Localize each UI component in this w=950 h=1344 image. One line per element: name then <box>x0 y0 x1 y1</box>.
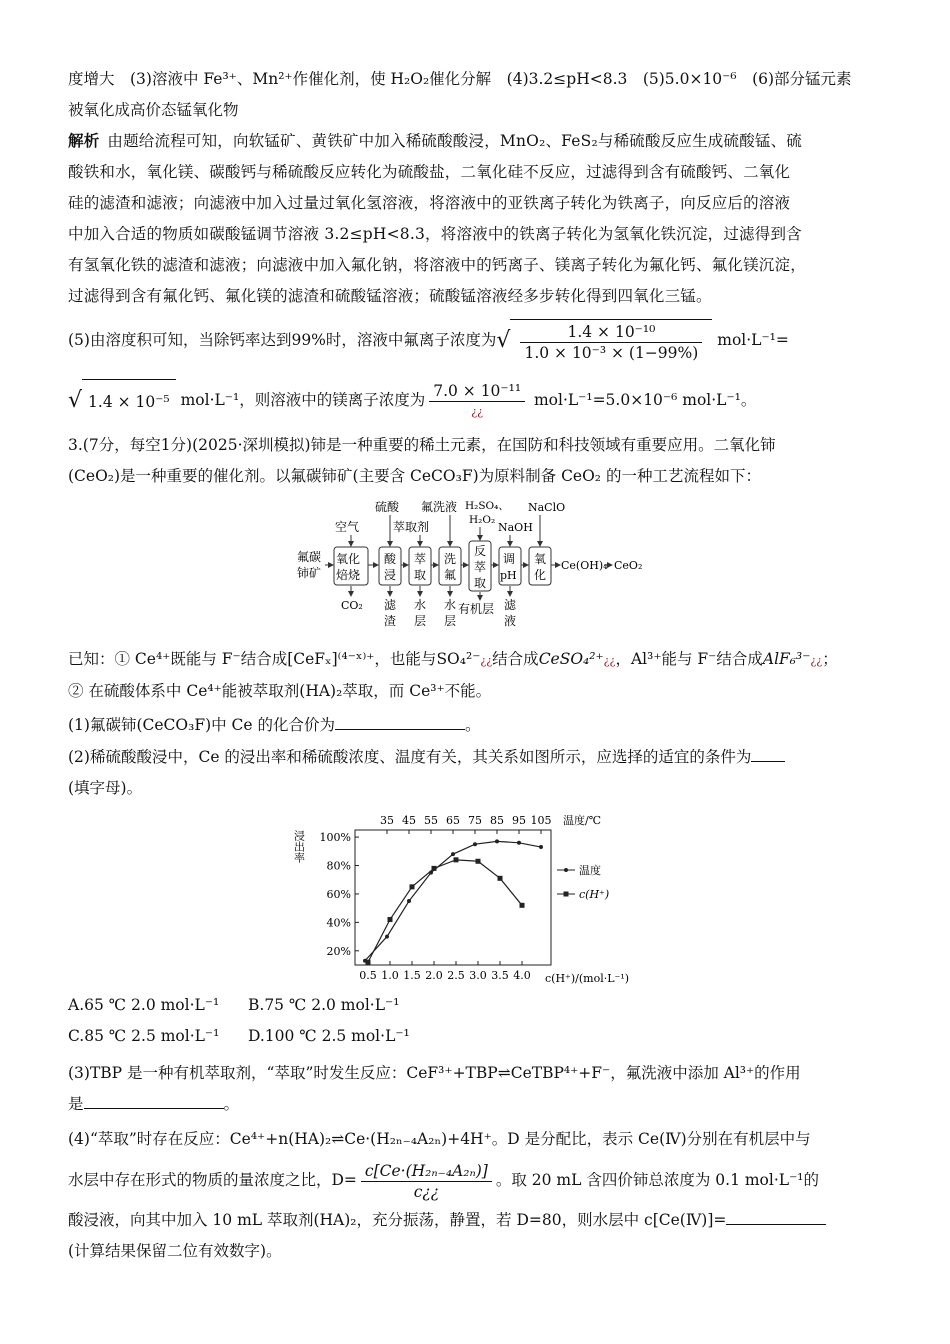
flow-input-label: 硫酸 <box>375 500 400 514</box>
analysis-label: 解析 <box>68 132 100 150</box>
y-tick-label: 40% <box>326 916 351 930</box>
bottom-tick-label: 0.5 <box>359 969 377 982</box>
flow-step-label: 萃 <box>474 560 487 574</box>
p5b-mid: mol·L⁻¹，则溶液中的镁离子浓度为 <box>180 391 426 409</box>
data-point <box>388 917 393 922</box>
flow-input-label: 空气 <box>335 520 360 534</box>
flow-step-label: 浸 <box>384 568 397 582</box>
y-tick-label: 100% <box>319 831 351 845</box>
flow-input-label: H₂O₂ <box>469 514 496 526</box>
d-denominator: c¿¿ <box>413 1182 440 1201</box>
data-point <box>498 876 503 881</box>
sqrt-icon: √ <box>68 388 83 413</box>
flow-output-label: 层 <box>444 614 457 628</box>
flow-input-label: H₂SO₄、 <box>465 500 509 512</box>
data-point <box>432 866 437 871</box>
flow-step-label: 取 <box>474 576 487 590</box>
analysis-line: 酸铁和水，氧化镁、碳酸钙与稀硫酸反应转化为硫酸盐，二氧化硅不反应，过滤得到含有硫酸钙、二氧化 <box>68 163 791 181</box>
so4-formula: SO₄²⁻ <box>436 650 481 668</box>
answer-line-2: 被氧化成高价态锰氧化物 <box>68 101 239 119</box>
answer-line-1: 度增大 (3)溶液中 Fe³⁺、Mn²⁺作催化剂，使 H₂O₂催化分解 (4)3.2≤pH<8.3 (5)5.0×10⁻⁶ (6)部分锰元素 <box>68 70 852 88</box>
flow-product-1: Ce(OH)₄ <box>561 559 608 572</box>
top-tick-label: 65 <box>446 814 460 827</box>
flow-step-label: 氧 <box>534 552 547 566</box>
sub1-text: (1)氟碳铈(CeCO₃F)中 Ce 的化合价为 <box>68 716 336 734</box>
chart-legend <box>557 863 609 901</box>
p5-fraction <box>520 322 702 363</box>
sub4-line-2a: 水层中存在形式的物质的量浓度之比，D= <box>68 1171 357 1189</box>
option-d[interactable]: D.100 ℃ 2.5 mol·L⁻¹ <box>248 1027 410 1045</box>
y-tick-label: 20% <box>326 944 351 958</box>
d-fraction <box>361 1161 492 1202</box>
option-b[interactable]: B.75 ℃ 2.0 mol·L⁻¹ <box>248 996 400 1014</box>
data-point <box>366 960 371 965</box>
chart-y-label: 浸出率 <box>292 830 306 863</box>
sub4-line-2b: 。取 20 mL 含四价铈总浓度为 0.1 mol·L⁻¹的 <box>495 1171 819 1189</box>
known-1b: 结合成 <box>492 650 539 668</box>
p5-prefix: (5)由溶度积可知，当除钙率达到99%时，溶液中氟离子浓度为 <box>68 331 497 349</box>
series-line-acid-concentration <box>368 860 522 962</box>
flow-output-label: 液 <box>504 614 517 628</box>
flow-output-label: CO₂ <box>341 599 363 612</box>
p5b-numerator: 7.0 × 10⁻¹¹ <box>429 381 525 402</box>
flow-product-2: CeO₂ <box>614 559 643 572</box>
bottom-tick-label: 3.5 <box>491 969 509 982</box>
flow-step-label: 洗 <box>444 552 457 566</box>
sub2-line-2: (填字母)。 <box>68 779 143 797</box>
flow-raw-label: 氟碳 <box>297 550 322 564</box>
flow-step-label: 焙烧 <box>336 568 361 582</box>
flow-step-label: 萃 <box>414 552 427 566</box>
data-point <box>517 841 521 845</box>
top-tick-label: 55 <box>424 814 438 827</box>
option-a[interactable]: A.65 ℃ 2.0 mol·L⁻¹ <box>68 996 220 1014</box>
flow-step-label: 氧化 <box>336 552 361 566</box>
sub4-line-3: 酸浸液，向其中加入 10 mL 萃取剂(HA)₂，充分振荡，静置，若 D=80，则水层中 c[Ce(Ⅳ)]= <box>68 1211 727 1229</box>
top-tick-label: 35 <box>380 814 394 827</box>
top-tick-label: 105 <box>530 814 552 827</box>
p5-numerator: 1.4 × 10⁻¹⁰ <box>520 322 702 343</box>
p5b-fraction <box>429 381 525 422</box>
data-point <box>451 852 455 856</box>
flow-output-label: 渣 <box>384 614 397 628</box>
legend-label: c(H⁺) <box>579 888 610 901</box>
p5b-end: mol·L⁻¹=5.0×10⁻⁶ mol·L⁻¹。 <box>533 391 757 409</box>
garbled-glyph: ¿¿ <box>603 654 616 667</box>
answer-blank[interactable] <box>84 1090 224 1109</box>
p5-unit: mol·L⁻¹= <box>717 331 789 349</box>
known-conditions <box>68 644 883 707</box>
analysis-line: 中加入合适的物质如碳酸锰调节溶液 3.2≤pH<8.3，将溶液中的铁离子转化为氢氧化铁沉淀，过滤得到含 <box>68 225 802 243</box>
flow-input-label: NaClO <box>528 501 566 514</box>
answer-tail <box>68 64 883 126</box>
bottom-tick-label: 1.0 <box>381 969 399 982</box>
sub3-line-2b: 。 <box>223 1095 240 1113</box>
sub-question-1 <box>68 710 883 741</box>
y-tick-label: 60% <box>326 887 351 901</box>
known-1c: ，Al³⁺能与 F⁻结合成 <box>615 650 763 668</box>
data-point <box>385 935 389 939</box>
process-flow-diagram <box>295 497 665 637</box>
known-1a: 已知：① Ce⁴⁺既能与 F⁻结合成[CeFₓ]⁽⁴⁻ˣ⁾⁺，也能与 <box>68 650 437 668</box>
sqrt-icon: √ <box>496 328 511 353</box>
q3-stem <box>68 430 883 492</box>
chart-top-axis-label: 温度/℃ <box>563 814 602 827</box>
flow-input-label: NaOH <box>498 521 533 534</box>
analysis-p5 <box>68 318 883 364</box>
legend-label: 温度 <box>579 864 601 877</box>
sub3-line-1: (3)TBP 是一种有机萃取剂，“萃取”时发生反应：CeF³⁺+TBP⇌CeTBP⁴⁺+F⁻，氟洗液中添加 Al³⁺的作用 <box>68 1064 801 1082</box>
y-tick-label: 80% <box>326 859 351 873</box>
data-point <box>407 899 411 903</box>
flow-output-label: 滤 <box>384 598 397 612</box>
options <box>68 990 883 1052</box>
p5-denominator: 1.0 × 10⁻³ × (1−99%) <box>524 344 699 362</box>
q3-stem-line-1: 3.(7分，每空1分)(2025·深圳模拟)铈是一种重要的稀土元素，在国防和科技领域有重要应用。二氧化铈 <box>68 436 776 454</box>
sub3-line-2a: 是 <box>68 1095 84 1113</box>
flow-step-label: 调 <box>503 552 516 566</box>
chart-bottom-axis-label: c(H⁺)/(mol·L⁻¹) <box>545 972 630 985</box>
bottom-tick-label: 4.0 <box>513 969 531 982</box>
sub4-line-4: (计算结果保留二位有效数字)。 <box>68 1242 282 1260</box>
sub-question-4 <box>68 1124 883 1267</box>
garbled-glyph: ¿¿ <box>480 654 493 667</box>
option-c[interactable]: C.85 ℃ 2.5 mol·L⁻¹ <box>68 1027 220 1045</box>
flow-step-label: 反 <box>474 544 487 558</box>
data-point <box>476 859 481 864</box>
known-1-end: ； <box>822 650 838 668</box>
garbled-glyph: ¿¿ <box>810 654 823 667</box>
sub4-line-1: (4)“萃取”时存在反应：Ce⁴⁺+n(HA)₂⇌Ce·(H₂ₙ₋₄A₂ₙ)+4H⁺。D 是分配比，表示 Ce(Ⅳ)分别在有机层中与 <box>68 1130 811 1148</box>
flow-input-label: 氟洗液 <box>421 500 458 514</box>
flow-step-label: 取 <box>414 568 427 582</box>
answer-blank[interactable] <box>751 743 785 762</box>
analysis-line: 由题给流程可知，向软锰矿、黄铁矿中加入稀硫酸酸浸，MnO₂、FeS₂与稀硫酸反应生成硫酸锰、硫 <box>107 132 802 150</box>
data-point <box>410 884 415 889</box>
top-tick-label: 85 <box>490 814 504 827</box>
flow-step-label: 酸 <box>384 552 397 566</box>
sub1-end: 。 <box>465 716 481 734</box>
bottom-tick-label: 3.0 <box>469 969 487 982</box>
data-point <box>495 839 499 843</box>
alf6-formula: AlF₆³⁻ <box>762 650 811 668</box>
p5b-root: 1.4 × 10⁻⁵ <box>82 379 176 424</box>
bottom-tick-label: 1.5 <box>403 969 421 982</box>
analysis <box>68 126 883 312</box>
data-point <box>454 857 459 862</box>
flow-output-label: 滤 <box>504 598 517 612</box>
sub2-line-1: (2)稀硫酸酸浸中，Ce 的浸出率和稀硫酸浓度、温度有关，其关系如图所示，应选择的适宜的条件为 <box>68 748 752 766</box>
flow-output-label: 有机层 <box>458 602 495 616</box>
analysis-line: 有氢氧化铁的滤渣和滤液；向滤液中加入氟化钠，将溶液中的钙离子、镁离子转化为氟化钙、氟化镁沉淀， <box>68 256 806 274</box>
analysis-line: 硅的滤渣和滤液；向滤液中加入过量过氧化氢溶液，将溶液中的亚铁离子转化为铁离子，向反应后的溶液 <box>68 194 791 212</box>
answer-blank[interactable] <box>335 711 465 730</box>
bottom-tick-label: 2.0 <box>425 969 443 982</box>
data-point <box>473 842 477 846</box>
known-2: ② 在硫酸体系中 Ce⁴⁺能被萃取剂(HA)₂萃取，而 Ce³⁺不能。 <box>68 682 492 700</box>
data-point <box>539 845 543 849</box>
flow-raw-label: 铈矿 <box>297 566 322 580</box>
chart-frame <box>355 830 551 965</box>
sub-question-3 <box>68 1058 883 1120</box>
q3-stem-line-2: (CeO₂)是一种重要的催化剂。以氟碳铈矿(主要含 CeCO₃F)为原料制备 CeO₂ 的一种工艺流程如下： <box>68 467 761 485</box>
flow-output-label: 层 <box>414 614 427 628</box>
analysis-line: 过滤得到含有氟化钙、氟化镁的滤渣和硫酸锰溶液；硫酸锰溶液经多步转化得到四氧化三锰。 <box>68 287 712 305</box>
data-point <box>520 903 525 908</box>
p5b-denominator: ¿¿ <box>471 404 484 418</box>
top-tick-label: 95 <box>512 814 526 827</box>
flow-input-label: 萃取剂 <box>393 520 430 534</box>
flow-step-label: 氟 <box>444 568 457 582</box>
answer-blank[interactable] <box>726 1206 826 1225</box>
sub-question-2 <box>68 742 883 804</box>
flow-step-label: 化 <box>534 568 547 582</box>
leaching-rate-chart <box>292 808 655 988</box>
bottom-tick-label: 2.5 <box>447 969 465 982</box>
top-tick-label: 75 <box>468 814 482 827</box>
flow-output-label: 水 <box>444 598 457 612</box>
top-tick-label: 45 <box>402 814 416 827</box>
analysis-p5b <box>68 378 883 424</box>
series-line-temperature <box>365 841 541 960</box>
ceso4-formula: CeSO₄²⁺ <box>538 650 604 668</box>
flow-step-label: pH <box>500 569 517 582</box>
d-numerator: c[Ce·(H₂ₙ₋₄A₂ₙ)] <box>361 1161 492 1182</box>
flow-output-label: 水 <box>414 598 427 612</box>
